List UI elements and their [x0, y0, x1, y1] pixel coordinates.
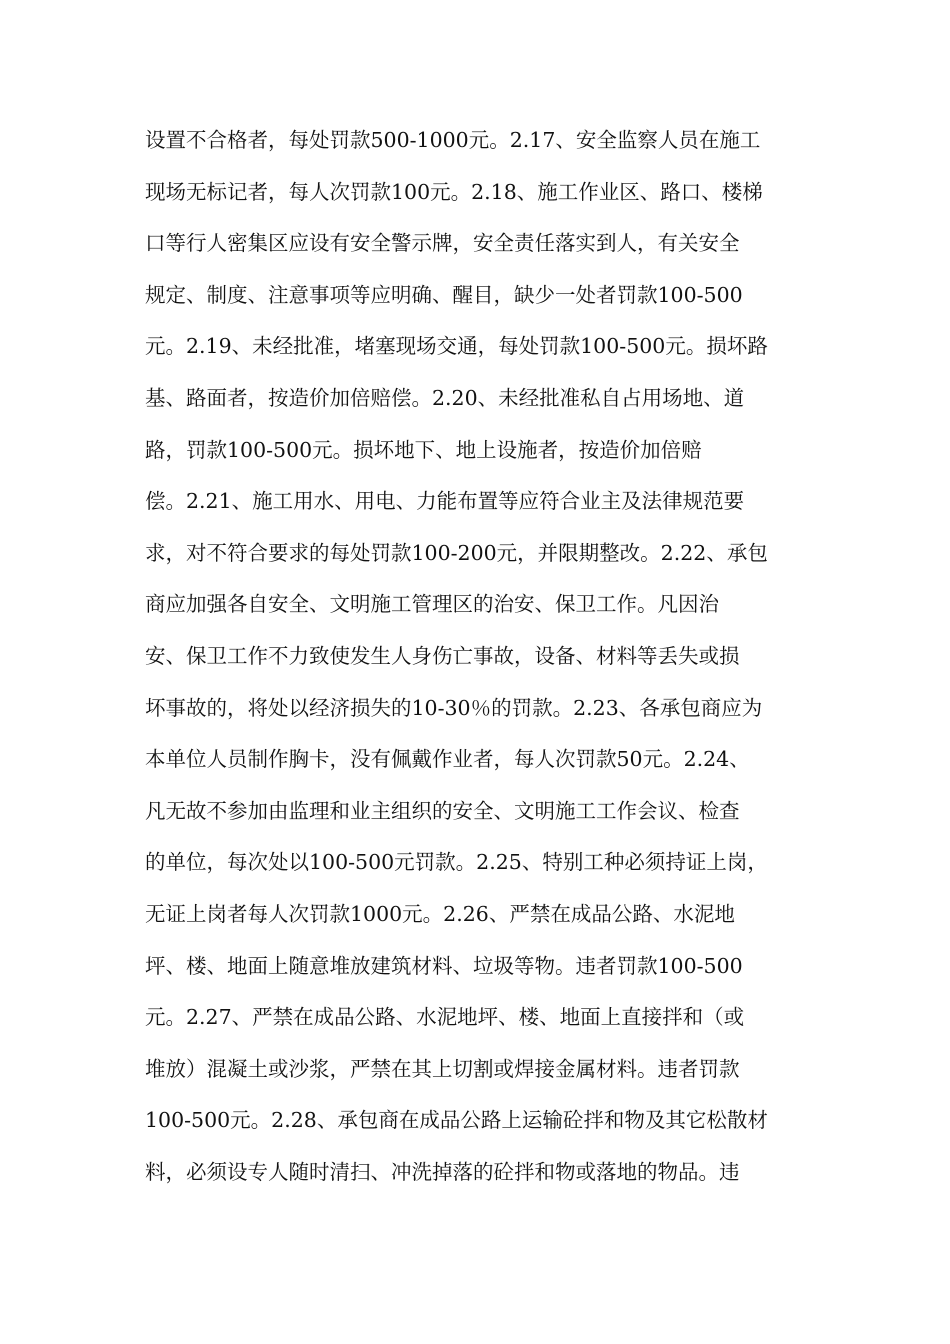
text-line: 现场无标记者，每人次罚款100元。2.18、施工作业区、路口、楼梯 — [145, 179, 763, 204]
text-line: 口等行人密集区应设有安全警示牌，安全责任落实到人，有关安全 — [145, 231, 740, 256]
text-line: 求，对不符合要求的每处罚款100-200元，并限期整改。2.22、承包 — [145, 540, 768, 565]
text-line: 坏事故的，将处以经济损失的10-30％的罚款。2.23、各承包商应为 — [145, 695, 763, 720]
text-line: 路，罚款100-500元。损坏地下、地上设施者，按造价加倍赔 — [145, 437, 702, 462]
text-line: 元。2.27、严禁在成品公路、水泥地坪、楼、地面上直接拌和（或 — [145, 1005, 745, 1030]
text-line: 料，必须设专人随时清扫、冲洗掉落的砼拌和物或落地的物品。违 — [145, 1159, 740, 1184]
body-text — [145, 115, 815, 1198]
text-line: 坪、楼、地面上随意堆放建筑材料、垃圾等物。违者罚款100-500 — [145, 953, 743, 978]
text-line: 凡无故不参加由监理和业主组织的安全、文明施工工作会议、检查 — [145, 798, 740, 823]
text-line: 本单位人员制作胸卡，没有佩戴作业者，每人次罚款50元。2.24、 — [145, 747, 750, 772]
text-line: 安、保卫工作不力致使发生人身伤亡事故，设备、材料等丢失或损 — [145, 643, 740, 668]
text-line: 100-500元。2.28、承包商在成品公路上运输砼拌和物及其它松散材 — [145, 1108, 768, 1133]
text-line: 堆放）混凝土或沙浆，严禁在其上切割或焊接金属材料。违者罚款 — [145, 1056, 740, 1081]
text-line: 基、路面者，按造价加倍赔偿。2.20、未经批准私自占用场地、道 — [145, 385, 745, 410]
text-line: 无证上岗者每人次罚款1000元。2.26、严禁在成品公路、水泥地 — [145, 901, 735, 926]
text-line: 的单位，每次处以100-500元罚款。2.25、特别工种必须持证上岗， — [145, 850, 768, 875]
text-line: 元。2.19、未经批准，堵塞现场交通，每处罚款100-500元。损坏路 — [145, 334, 768, 359]
text-line: 规定、制度、注意事项等应明确、醒目，缺少一处者罚款100-500 — [145, 282, 743, 307]
text-line: 商应加强各自安全、文明施工管理区的治安、保卫工作。凡因治 — [145, 592, 719, 617]
text-line: 设置不合格者，每处罚款500-1000元。2.17、安全监察人员在施工 — [145, 128, 761, 152]
text-line: 偿。2.21、施工用水、用电、力能布置等应符合业主及法律规范要 — [145, 489, 745, 514]
